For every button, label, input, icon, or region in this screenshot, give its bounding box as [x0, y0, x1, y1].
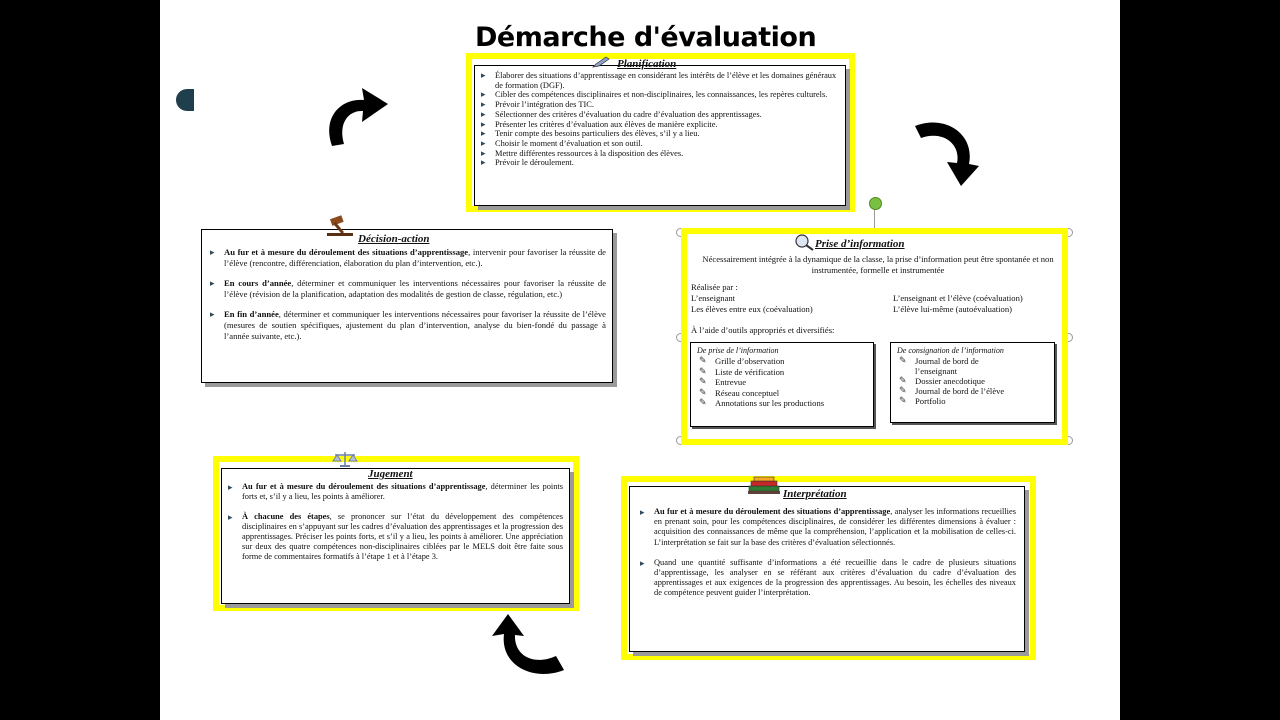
list-item: ▸ Mettre différentes ressources à la disposition des élèves. [481, 149, 839, 159]
prise-tools-list [697, 356, 867, 409]
realisee-par-label: Réalisée par : [691, 282, 738, 292]
page-title: Démarche d'évaluation [475, 22, 817, 53]
list-item: ▸ Sélectionner des critères d’évaluation du cadre d’évaluation des apprentissages. [481, 110, 839, 120]
list-item: ✎ Réseau conceptuel [697, 388, 867, 399]
interpretation-box [621, 476, 1036, 660]
rotation-handle[interactable] [869, 197, 882, 210]
prise-tools-title: De prise de l’information [697, 346, 779, 355]
prise-information-intro: Nécessairement intégrée à la dynamique de la classe, la prise d’information peut être spontanée et non instrumentée, formelle et instrumentée [702, 254, 1054, 275]
realisee-par-left: L’enseignant Les élèves entre eux (coévaluation) [691, 293, 813, 314]
list-item: ✎ Dossier anecdotique [897, 376, 1048, 386]
jugement-panel [221, 468, 570, 604]
list-item: ▸ Élaborer des situations d’apprentissage en considérant les intérêts de l’élève et les domaines généraux de formation (DGF). [481, 71, 839, 90]
interpretation-panel [629, 486, 1025, 652]
list-item: ▸ Prévoir l’intégration des TIC. [481, 100, 839, 110]
cycle-arrow-icon [490, 612, 572, 680]
list-item: ✎ Journal de bord de l’enseignant [897, 356, 995, 376]
outils-label: À l’aide d’outils appropriés et diversifiés: [691, 325, 835, 335]
scale-icon [332, 450, 358, 468]
planification-title: Planification [617, 58, 677, 70]
prise-information-box [681, 228, 1068, 445]
prise-tools-box [690, 342, 874, 427]
consignation-tools-list [897, 356, 1048, 406]
planification-box [466, 53, 855, 212]
list-item: ▸ Au fur et à mesure du déroulement des situations d’apprentissage, analyser les informations recueillies en prenant soin, pour les compétences disciplinaires, de considérer les différentes dimensions à évaluer : acquisition des connaissances de même que la compréhension, l’application et la mobilisation de celles-ci. L’interprétation se fait sur la base des critères d’évaluation sélectionnés. [640, 507, 1016, 548]
list-item: ✎ Portfolio [897, 396, 1048, 406]
decision-action-title: Décision-action [358, 233, 430, 245]
planification-panel [474, 65, 846, 206]
list-item: ✎ Annotations sur les productions [697, 398, 867, 409]
realisee-par-right: L’enseignant et l’élève (coévaluation) L’élève lui-même (autoévaluation) [893, 293, 1023, 314]
list-item: ▸ Au fur et à mesure du déroulement des situations d’apprentissage, déterminer les points forts et, s’il y a lieu, les points à améliorer. [228, 482, 563, 502]
list-item: ✎ Liste de vérification [697, 367, 867, 378]
rotation-handle-line [874, 207, 875, 229]
planification-list [481, 71, 839, 168]
decision-action-list [210, 247, 606, 341]
list-item: ✎ Entrevue [697, 377, 867, 388]
list-item: ▸ À chacune des étapes, se prononcer sur l’état du développement des compétences disciplinaires en s’appuyant sur les cadres d’évaluation des apprentissages et la progression des apprentissages. Préciser les points forts, et s’il y a lieu, les points à améliorer. Une appréciation sur deux des quatre compétences non-disciplinaires ciblées par le MELS doit être faite sous forme de commentaires formatifs à l’étape 1 et à l’étape 3. [228, 512, 563, 562]
consignation-tools-title: De consignation de l’information [897, 346, 1004, 355]
consignation-tools-box [890, 342, 1055, 423]
jugement-list [228, 482, 563, 562]
prise-information-title: Prise d’information [815, 238, 905, 250]
books-icon [747, 474, 781, 496]
list-item: ▸ En cours d’année, déterminer et communiquer les interventions nécessaires pour favoriser la réussite de l’élève (révision de la planification, adaptation des modalités de gestion de classe, régulation, etc.) [210, 278, 606, 299]
list-item: ▸ En fin d’année, déterminer et communiquer les interventions nécessaires pour favoriser la réussite de l’élève (mesures de soutien spécifiques, ajustement du plan d’intervention, analyse du bien-fondé du passage à l’année suivante, etc.). [210, 309, 606, 341]
pencil-icon [592, 56, 610, 68]
decision-action-box [201, 229, 613, 383]
bullet-dot [176, 89, 194, 111]
list-item: ▸ Choisir le moment d’évaluation et son outil. [481, 139, 839, 149]
cycle-arrow-icon [905, 112, 983, 190]
jugement-title: Jugement [368, 468, 413, 480]
interpretation-title: Interprétation [783, 488, 847, 500]
list-item: ✎ Grille d’observation [697, 356, 867, 367]
list-item: ▸ Prévoir le déroulement. [481, 158, 839, 168]
list-item: ▸ Tenir compte des besoins particuliers des élèves, s’il y a lieu. [481, 129, 839, 139]
list-item: ▸ Présenter les critères d’évaluation aux élèves de manière explicite. [481, 120, 839, 130]
magnifier-icon [793, 233, 815, 251]
cycle-arrow-icon [318, 84, 394, 154]
interpretation-list [640, 507, 1016, 599]
list-item: ▸ Quand une quantité suffisante d’informations a été recueillie dans le cadre de plusieurs situations d’apprentissage, les analyser en se référant aux critères d’évaluation du cadre d’évaluation des apprentissages et aux exigences de la progression des apprentissages. Au besoin, les échelles des niveaux de compétence peuvent guider l’interprétation. [640, 558, 1016, 599]
list-item: ▸ Au fur et à mesure du déroulement des situations d’apprentissage, intervenir pour favoriser la réussite de l’élève (rencontre, différenciation, élaboration du plan d’intervention, etc.). [210, 247, 606, 268]
list-item: ✎ Journal de bord de l’élève [897, 386, 1048, 396]
gavel-icon [325, 215, 355, 237]
list-item: ▸ Cibler des compétences disciplinaires et non-disciplinaires, les connaissances, les repères culturels. [481, 90, 839, 100]
